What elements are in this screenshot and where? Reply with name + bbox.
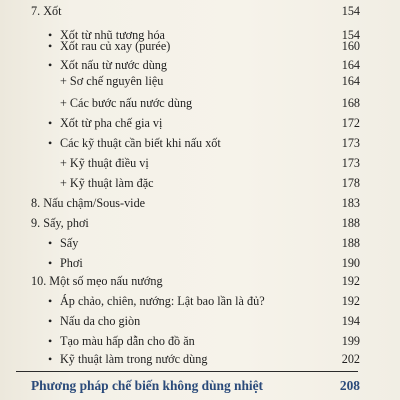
bullet-icon: • — [48, 58, 53, 72]
toc-subentry — [0, 172, 400, 194]
toc-page-number: 168 — [341, 96, 360, 110]
toc-entry-label: + Các bước nấu nước dùng — [60, 96, 193, 110]
toc-page-number: 188 — [341, 216, 360, 230]
toc-entry — [0, 290, 400, 312]
toc-page-number: 154 — [341, 28, 360, 42]
toc-entry-label: + Kỹ thuật điều vị — [60, 156, 149, 170]
toc-page-number: 199 — [341, 334, 360, 348]
toc-final-label: Phương pháp chế biến không dùng nhiệt — [31, 378, 264, 393]
toc-page-number: 154 — [341, 4, 360, 18]
toc-chapter-8 — [0, 192, 400, 214]
toc-entry-label: 10. Một số mẹo nấu nướng — [31, 274, 163, 288]
bullet-icon: • — [48, 334, 53, 348]
bullet-icon: • — [48, 39, 53, 53]
toc-entry-label: 7. Xốt — [31, 4, 62, 18]
toc-page-number: 190 — [341, 256, 360, 270]
toc-entry — [0, 310, 400, 332]
toc-entry-label: Nấu da cho giòn — [60, 314, 141, 328]
toc-page-number: 164 — [341, 74, 360, 88]
toc-page-number: 194 — [341, 314, 360, 328]
toc-entry-label: Kỹ thuật làm trong nước dùng — [60, 352, 208, 366]
bullet-icon: • — [48, 28, 53, 42]
toc-page-number: 192 — [341, 294, 360, 308]
toc-entry-label: Sấy — [60, 236, 79, 250]
toc-entry — [0, 348, 400, 370]
toc-entry-label: Xốt từ pha chế gia vị — [60, 116, 163, 130]
toc-final-section — [0, 374, 400, 398]
toc-page-number: 173 — [341, 136, 360, 150]
bullet-icon: • — [48, 236, 53, 250]
toc-page-number: 183 — [341, 196, 360, 210]
bullet-icon: • — [48, 116, 53, 130]
toc-final-page-number: 208 — [339, 378, 360, 393]
toc-entry-label: Xốt nấu từ nước dùng — [60, 58, 167, 72]
toc-page-number: 192 — [341, 274, 360, 288]
toc-page-number: 178 — [341, 176, 360, 190]
toc-chapter-10 — [0, 270, 400, 292]
toc-subentry — [0, 70, 400, 92]
section-divider — [16, 371, 358, 372]
toc-entry-label: + Sơ chế nguyên liệu — [60, 74, 164, 88]
toc-page-number: 202 — [341, 352, 360, 366]
toc-chapter-7 — [0, 0, 400, 22]
toc-page-number: 188 — [341, 236, 360, 250]
toc-page-number: 173 — [341, 156, 360, 170]
bullet-icon: • — [48, 136, 53, 150]
toc-entry-label: Xốt từ nhũ tương hóa — [60, 28, 165, 42]
toc-entry-label: Phơi — [60, 256, 83, 270]
toc-entry-label: Xốt rau củ xay (purée) — [60, 39, 171, 53]
toc-subentry — [0, 92, 400, 114]
toc-page-number: 172 — [341, 116, 360, 130]
toc-entry — [0, 112, 400, 134]
bullet-icon: • — [48, 314, 53, 328]
toc-page-number: 164 — [341, 58, 360, 72]
bullet-icon: • — [48, 352, 53, 366]
toc-entry-label: Tạo màu hấp dẫn cho đồ ăn — [60, 334, 195, 348]
toc-subentry — [0, 152, 400, 174]
toc-entry-label: + Kỹ thuật làm đặc — [60, 176, 154, 190]
toc-page-number: 160 — [341, 39, 360, 53]
bullet-icon: • — [48, 256, 53, 270]
toc-entry — [0, 132, 400, 154]
toc-chapter-9 — [0, 212, 400, 234]
toc-entry — [0, 232, 400, 254]
toc-entry-label: 9. Sấy, phơi — [31, 216, 89, 230]
toc-entry-label: Áp chảo, chiên, nướng: Lật bao lần là đủ? — [60, 294, 265, 308]
toc-entry-label: 8. Nấu chậm/Sous-vide — [31, 196, 146, 210]
toc-entry-label: Các kỹ thuật cần biết khi nấu xốt — [60, 136, 221, 150]
bullet-icon: • — [48, 294, 53, 308]
